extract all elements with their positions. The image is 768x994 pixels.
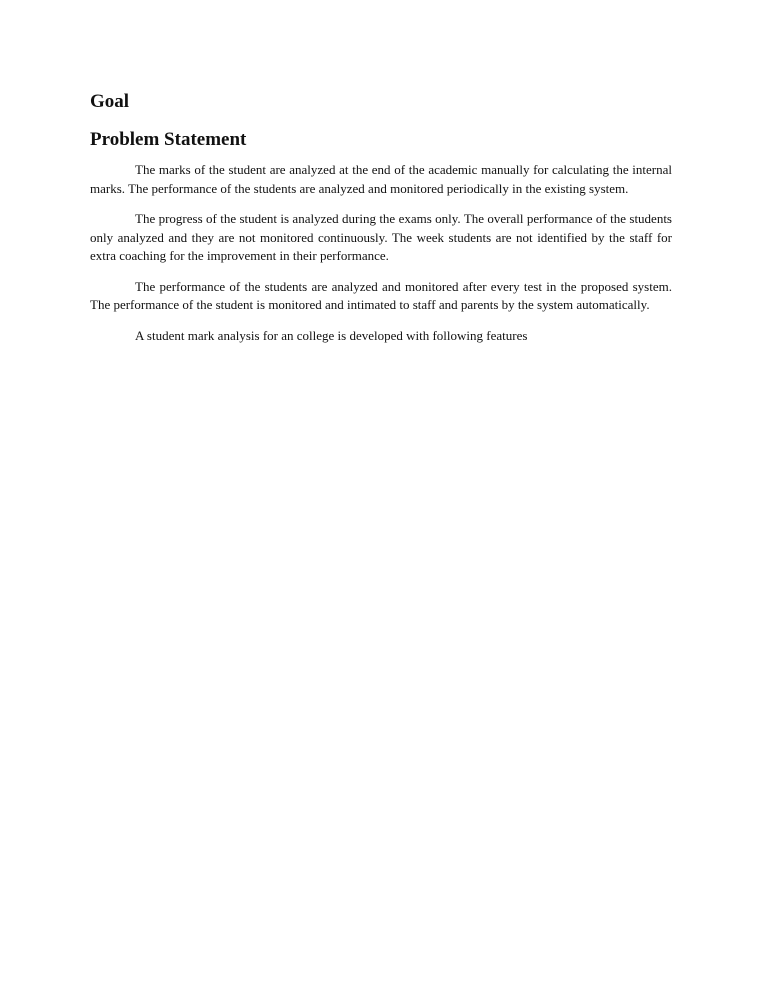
paragraph-proposed-system: The performance of the students are analyzed and monitored after every test in the proposed system. The performance of the student is monitored and intimated to staff and parents by the system automatically. xyxy=(90,278,672,312)
paragraph-existing-system: The marks of the student are analyzed at the end of the academic manually for calculating the internal marks. The performance of the students are analyzed and monitored periodically in the existing system. xyxy=(90,162,672,196)
paragraph-features-intro: A student mark analysis for an college is developed with following features xyxy=(135,327,528,343)
problem-statement-heading: Problem Statement xyxy=(90,129,247,150)
document-content xyxy=(90,90,672,345)
goal-heading: Goal xyxy=(90,91,130,112)
paragraph-progress: The progress of the student is analyzed during the exams only. The overall performance of the students only analyzed and they are not monitored continuously. The week students are not identified by the staff for extra coaching for the improvement in their performance. xyxy=(90,211,672,263)
